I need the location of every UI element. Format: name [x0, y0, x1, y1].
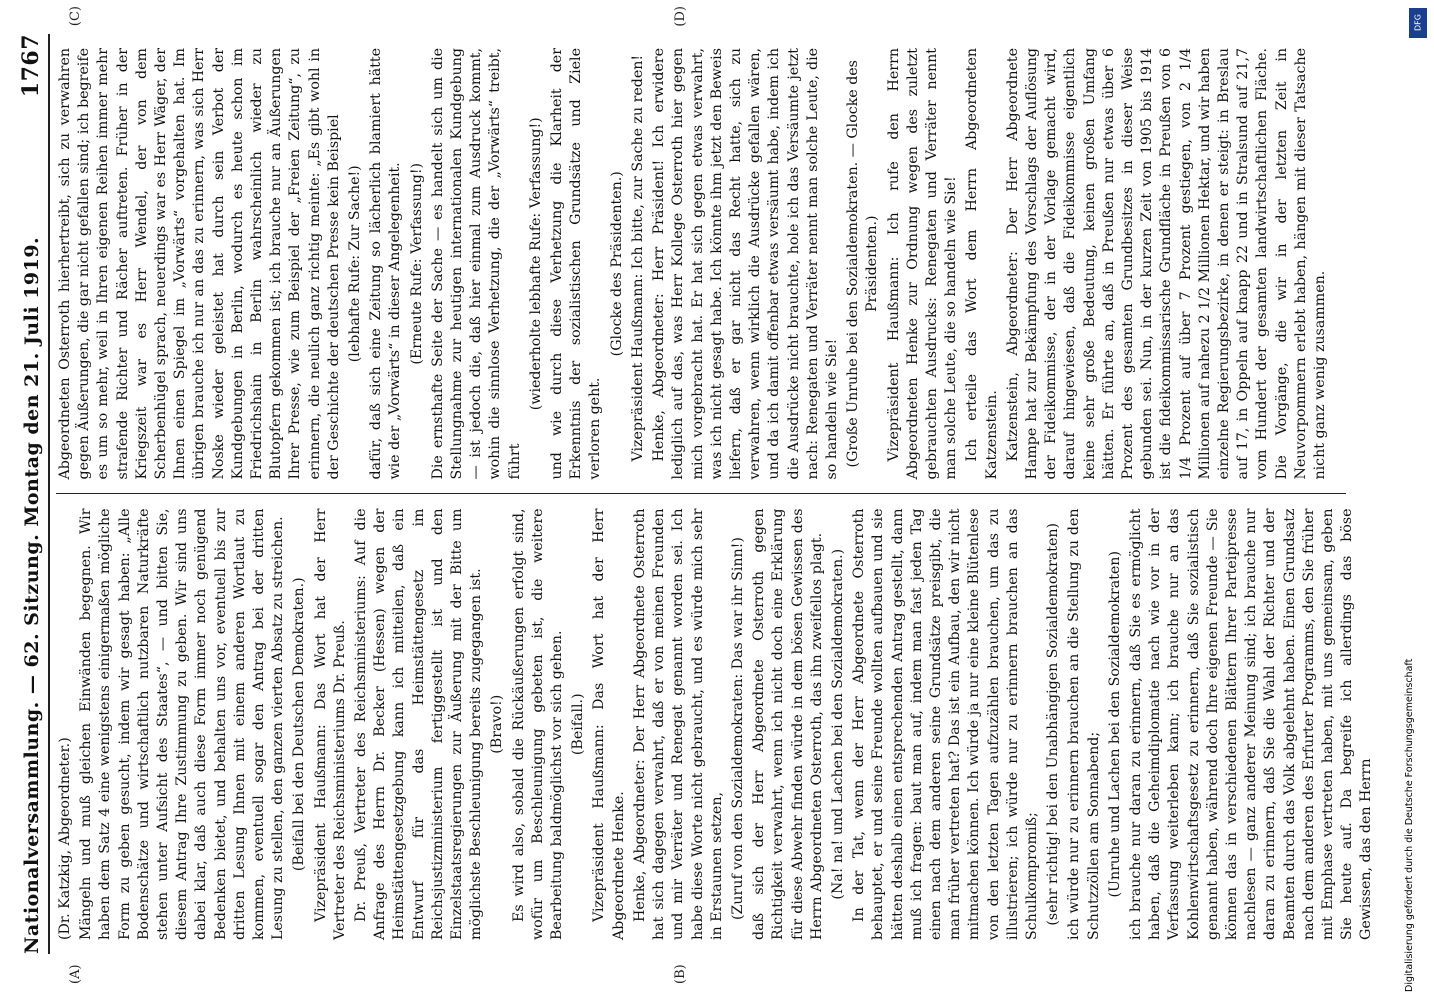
paragraph: und wie durch diese Verhetzung die Klarheit der Erkenntnis der sozialistischen Grundsätze und Ziele verloren geht.: [549, 48, 604, 480]
interjection: (Beifall bei den Deutschen Demokraten.): [291, 577, 308, 872]
digitization-note: [1400, 8, 1426, 992]
right-column: [56, 6, 1346, 495]
paragraph: Vizepräsident Haußmann: Das Wort hat der Herr Abgeordnete Henke.: [591, 508, 627, 940]
interjection: (Glocke des Präsidenten.): [608, 171, 625, 357]
paragraph: ich würde nur zu erinnern brauchen an die Stellung zu den Schutzzöllen am Sonnabend;: [1066, 508, 1102, 940]
interjection: (Große Unruhe bei den Sozialdemokraten. — Glocke des Präsidenten.): [845, 60, 881, 468]
paragraph: Vizepräsident Haußmann: Das Wort hat der Herr Vertreter des Reichsministeriums Dr. Preuß.: [312, 508, 348, 940]
interjection: (Erneute Rufe: Verfassung!): [408, 162, 425, 365]
interjection: (sehr richtig! bei den Unabhängigen Sozialdemokraten): [1045, 522, 1062, 926]
interjection: (Unruhe und Lachen bei den Sozialdemokraten): [1106, 551, 1123, 898]
interjection: (wiederholte lebhafte Rufe: Verfassung!): [527, 117, 544, 411]
paragraph: Mängeln und muß gleichen Einwänden begegnen. Wir haben dem Satz 4 eine wenigstens einigermaßen mögliche Form zu geben gesucht, indem wir gesagt haben: „Alle Bodenschätze und wirtschaftlich nutzbaren Naturkräfte stehen unter Aufsicht des Staates“, — und bitten Sie, diesem Antrag Ihre Zustimmung zu geben. Wir sind uns dabei klar, daß auch diese Form immer noch genügend Bedenken bietet, und behalten uns vor, eventuell bis zur dritten Lesung Ihnen mit einem anderen Wortlaut zu kommen, eventuell sogar den Antrag bei der dritten Lesung zu stellen, den ganzen vierten Absatz zu streichen.: [78, 508, 287, 940]
paragraph: Henke, Abgeordneter: Der Herr Abgeordnete Osterroth hat sich dagegen verwahrt, daß er von meinen Freunden und mir Verräter und Renegat genannt worden sei. Ich habe diese Worte nicht gebraucht, und es würde mich sehr in Erstaunen setzen,: [631, 508, 725, 940]
paragraph: Henke, Abgeordneter: Herr Präsident! Ich erwidere lediglich auf das, was Herr Kollege Osterroth hier gegen mich vorgebracht hat. Er hat sich gegen etwas verwahrt, was ich nicht gesagt habe. Ich könnte ihm jetzt den Beweis liefern, daß er gar nicht das Recht hatte, sich zu verwahren, wenn wirklich die Ausdrücke gefallen wären, und da ich damit offenbar etwas versäumt habe, indem ich die Ausdrücke nicht brauchte, hole ich das Versäumte jetzt nach: Renegaten und Verräter nennt man solche Leute, die so handeln wie Sie!: [651, 48, 840, 480]
page-number: 1767: [18, 34, 44, 98]
paragraph: ich brauche nur daran zu erinnern, daß Sie es ermöglicht haben, daß die Geheimdiplomatie nach wie vor in der Verfassung weiterleben kann; ich brauche nur an das Kohlenwirtschaftsgesetz zu erinnern, daß Sie sozialistisch genannt haben, während doch Ihre eigenen Freunde — Sie können das in verschiedenen Blättern Ihrer Parteipresse nachlesen — ganz anderer Meinung sind; ich brauche nur daran zu erinnern, daß Sie die Wahl der Richter und der Beamten durch das Volk abgelehnt haben. Einen Grundsatz nach dem anderen des Erfurter Programms, den Sie früher mit Emphase vertreten haben, mit uns gemeinsam, geben Sie heute auf. Da begreife ich allerdings das böse Gewissen, das den Herrn: [1127, 508, 1375, 940]
running-head: Nationalversammlung. — 62. Sitzung. Montag den 21. Juli 1919.: [21, 236, 43, 954]
paragraph: Abgeordneten Osterroth hierhertreibt, sich zu verwahren gegen Äußerungen, die gar nicht gefallen sind; ich begreife es um so mehr, weil in Ihren eigenen Reihen immer mehr strafende Richter und Rächer auftreten. Früher in der Kriegszeit war es Herr Wendel, der von dem Scherbenhügel sprach, neuerdings war es Herr Wäger, der Ihnen einen Spiegel im „Vorwärts“ vorgehalten hat. Im übrigen brauche ich nur an das zu erinnern, was sich Herr Noske wieder geleistet hat durch sein Verbot der Kundgebungen in Berlin, wodurch es heute schon im Friedrichshain in Berlin wahrscheinlich wieder zu Blutopfern gekommen ist; ich brauche nur an Äußerungen Ihrer Presse, wie zum Beispiel der „Freien Zeitung“, zu erinnern, die neulich ganz richtig meinte: „Es gibt wohl in der Geschichte der deutschen Presse kein Beispiel: [57, 48, 342, 480]
interjection: (Bravo!): [489, 694, 506, 754]
left-column: [56, 495, 1375, 984]
paragraph: Vizepräsident Haußmann: Ich rufe den Herrn Abgeordneten Henke zur Ordnung wegen des zuletzt gebrauchten Ausdrucks: Renegaten und Verräter nennt man solche Leute, die so handeln wie Sie!: [885, 48, 960, 480]
paragraph: Katzenstein, Abgeordneter: Der Herr Abgeordnete Hampe hat zur Bekämpfung des Vorschlags der Auflösung der Fideikommisse, der in der Vorlage gemacht wird, darauf hingewiesen, daß die Fideikommisse eigentlich keine sehr große Bedeutung, keinen großen Umfang hätten. Er führte an, daß in Preußen nur etwas über 6 Prozent des gesamten Grundbesitzes in dieser Weise gebunden sei. Nun, in der kurzen Zeit von 1905 bis 1914 ist die fideikommissarische Grundfläche in Preußen von 6 1/4 Prozent auf über 7 Prozent gestiegen, von 2 1/4 Millionen auf nahezu 2 1/2 Millionen Hektar, und wir haben einzelne Regierungsbezirke, in denen er steigt: in Breslau auf 17, in Oppeln auf knapp 22 und in Stralsund auf 21,7 vom Hundert der gesamten landwirtschaftlichen Fläche. Die Vorgänge, die wir in der letzten Zeit in Neuvorpommern erlebt haben, hängen mit dieser Tatsache nicht ganz wenig zusammen.: [1004, 48, 1328, 480]
paragraph: Vizepräsident Haußmann: Ich bitte, zur Sache zu reden!: [629, 54, 646, 462]
paragraph: Es wird also, sobald die Rückäußerungen erfolgt sind, wofür um Beschleunigung gebeten ist, die weitere Bearbeitung baldmöglichst vor sich gehen.: [510, 508, 566, 940]
dfg-logo: DFG: [1409, 8, 1427, 38]
paragraph: In der Tat, wenn der Herr Abgeordnete Osterroth behauptet, er und seine Freunde wollten aufbauen und sie hätten deshalb einen entsprechenden Antrag gestellt, dann muß ich fragen: baut man auf, indem man fast jeden Tag einen nach dem anderen seine Grundsätze preisgibt, die man früher vertreten hat? Das ist ein Aufbau, den wir nicht mitmachen können. Ich würde ja nur eine kleine Blütenlese von den letzten Tagen aufzuzählen brauchen, um das zu illustrieren; ich würde nur zu erinnern brauchen an das Schulkompromiß;: [851, 508, 1040, 940]
margin-mark-d: (D): [673, 6, 688, 27]
margin-mark-a: (A): [68, 964, 83, 984]
margin-mark-c: (C): [68, 6, 83, 27]
margin-mark-b: (B): [673, 964, 688, 984]
paragraph: Ich erteile das Wort dem Herrn Abgeordneten Katzenstein.: [964, 48, 1000, 480]
interjection: (Na! na! und Lachen bei den Sozialdemokraten.): [829, 548, 846, 900]
text-columns: [56, 6, 1375, 984]
paragraph: Dr. Preuß, Vertreter des Reichsministeriums: Auf die Anfrage des Herrn Dr. Becker (Hessen) wegen der Heimstättengesetzgebung kann ich mitteilen, daß ein Entwurf für das Heimstättengesetz im Reichsjustizministerium fertiggestellt ist und den Einzelstaatsregierungen zur Äußerung mit der Bitte um möglichste Beschleunigung bereits zugegangen ist.: [353, 508, 485, 940]
interjection: (Beifall.): [570, 693, 587, 756]
paragraph: daß sich der Herr Abgeordnete Osterroth gegen Richtigkeit verwahrt, wenn ich nicht doch eine Erklärung für diese Abwehr finden würde in dem bösen Gewissen des Herrn Abgeordneten Osterroth, das ihn zweifellos plagt.: [751, 508, 825, 940]
paragraph: Die ernsthafte Seite der Sache — es handelt sich um die Stellungnahme zur heutigen internationalen Kundgebung — ist jedoch die, daß hier einmal zum Ausdruck kommt, wohin die sinnlose Verhetzung, die der „Vorwärts“ treibt, führt: [429, 48, 523, 480]
digitization-note-text: Digitalisierung gefördert durch die Deutsche Forschungsgemeinschaft: [1404, 658, 1415, 992]
speaker-continuation: (Dr. Katzkig, Abgeordneter.): [57, 737, 73, 940]
paragraph: dafür, daß sich eine Zeitung so lächerlich blamiert hätte wie der „Vorwärts“ in dieser Angelegenheit.: [368, 48, 404, 480]
interjection: (lebhafte Rufe: Zur Sache!): [347, 165, 364, 363]
page-header: [18, 34, 50, 954]
interjection: (Zuruf von den Sozialdemokraten: Das war ihr Sinn!): [729, 537, 746, 920]
